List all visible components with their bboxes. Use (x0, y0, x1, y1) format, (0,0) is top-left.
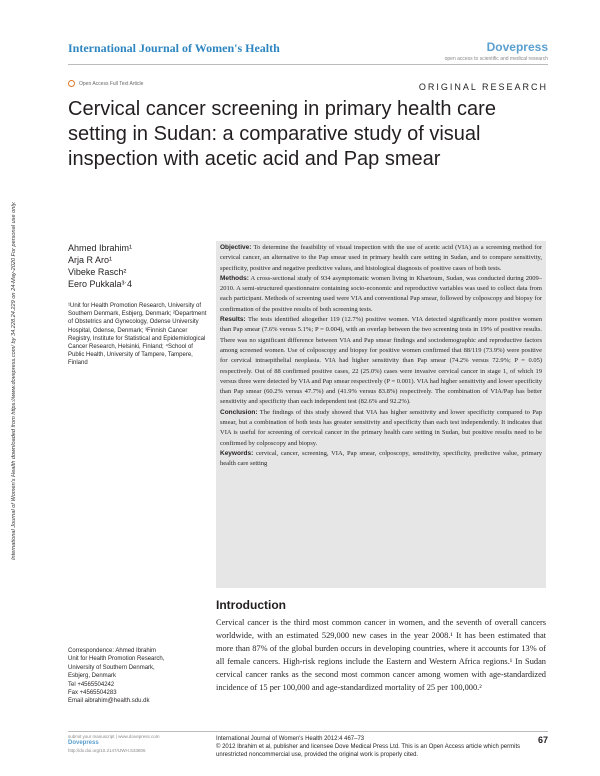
objective-text: To determine the feasibility of visual inspection with the use of acetic acid (VIA) as a screening method for cervical cancer, an alternative to the Pap smear used in primary health care setting in Sudan, and to compare sensitivity, specificity, positive and negative predictive values, and histological diagnosis of positive cases of both tests. (220, 244, 542, 272)
correspondence-line: Unit for Health Promotion Research, (68, 656, 165, 663)
author-name: Vibeke Rasch² (68, 267, 127, 277)
introduction-heading: Introduction (216, 598, 286, 612)
objective-label: Objective: (220, 244, 252, 251)
correspondence (68, 647, 210, 706)
doi-link[interactable]: http://dx.doi.org/10.2147/IJWH.S33806 (68, 748, 146, 753)
abstract-keywords (220, 449, 542, 470)
license-text: © 2012 Ibrahim et al, publisher and licensee Dove Medical Press Ltd. This is an Open Access article which permits unrestricted noncommercial use, provided the original work is properly cited. (216, 744, 521, 758)
footer-divider (68, 731, 548, 732)
abstract-box (216, 241, 546, 588)
author-name: Arja R Aro¹ (68, 255, 113, 265)
methods-label: Methods: (220, 274, 249, 282)
page-number: 67 (537, 735, 548, 745)
author-list (68, 242, 132, 290)
side-note-text: International Journal of Women's Health downloaded from https://www.dovepress.com/ by 34.228.24.229 on 24-May-2020 For personal use only. (11, 201, 17, 560)
conclusion-label: Conclusion: (220, 408, 258, 416)
results-text: The tests identified altogether 119 (12.7%) positive women. VIA detected significantly more positive women than Pap smear (7.6% versus 5.1%; P = 0.004), with an overlap between the two screening tests in 19% of positive results. There was no significant difference between VIA and Pap smear findings and sociodemographic and reproductive factors among screened women. Use of colposcopy and biopsy for positive women confirmed that 88/119 (73.9%) were positive for cervical intraepithelial neoplasia. VIA had higher sensitivity than Pap smear (74.2% versus 72.9%; P = 0.05) respectively. Out of 88 confirmed positive cases, 22 (25.0%) cases were invasive cervical cancer in stage 1, of which 19 versus three were detected by VIA and Pap smear respectively (P = 0.001). VIA had higher sensitivity and lower specificity than Pap smear (60.2% versus 47.7%) and (41.9% versus 83.8%) respectively. The combination of VIA/Pap has better sensitivity and specificity than each independent test (82.6% and 92.2%). (220, 316, 542, 406)
submit-link[interactable]: submit your manuscript | www.dovepress.com (68, 734, 160, 739)
footer-left (68, 733, 208, 754)
open-access-badge (68, 80, 143, 87)
article-title: Cervical cancer screening in primary health care setting in Sudan: a comparative study of visual inspection with acetic acid and Pap smear (68, 98, 496, 170)
citation: International Journal of Women's Health 2012:4 467–73 (216, 736, 365, 742)
journal-title: International Journal of Women's Health (68, 41, 280, 55)
download-side-note (2, 130, 32, 560)
footer-dovepress-logo: Dovepress (68, 740, 99, 746)
correspondence-line: University of Southern Denmark, (68, 664, 155, 671)
author-name: Ahmed Ibrahim¹ (68, 243, 133, 253)
results-label: Results: (220, 316, 246, 324)
publisher-logo[interactable]: Dovepress (486, 40, 548, 54)
abstract-objective (220, 243, 542, 274)
abstract-conclusion (220, 408, 542, 449)
correspondence-email[interactable]: Email aibrahim@health.sdu.dk (68, 698, 150, 705)
open-access-label: Open Access Full Text Article (79, 80, 144, 87)
footer-right (216, 735, 546, 759)
article-type: ORIGINAL RESEARCH (418, 82, 548, 92)
correspondence-line: Fax +4565504283 (68, 690, 117, 697)
conclusion-text: The findings of this study showed that VIA has higher sensitivity and lower specificity compared to Pap smear, but a combination of both tests has greater sensitivity and specificity than each test independently. It indicates that VIA is useful for screening of cervical cancer in the primary health care setting in Sudan, but positive results need to be confirmed by colposcopy and biopsy. (220, 408, 542, 447)
keywords-label: Keywords: (220, 449, 254, 457)
publisher-tagline: open access to scientific and medical research (444, 56, 548, 62)
author-name: Eero Pukkala³ˑ4 (68, 279, 133, 289)
affiliations: ¹Unit for Health Promotion Research, University of Southern Denmark, Esbjerg, Denmark; ²Department of Obstetrics and Gynecology, Odense University Hospital, Odense, Denmark; ³Finnish Cancer Registry, Institute for Statistical and Epidemiological Cancer Research, Helsinki, Finland; ⁴School of Public Health, University of Tampere, Tampere, Finland (68, 303, 207, 367)
abstract-methods (220, 274, 542, 315)
open-access-icon (68, 80, 75, 87)
correspondence-line: Tel +4565504242 (68, 681, 115, 688)
correspondence-line: Esbjerg, Denmark (68, 673, 117, 680)
keywords-text: cervical, cancer, screening, VIA, Pap smear, colposcopy, sensitivity, specificity, predictive value, primary health care setting (220, 449, 543, 468)
correspondence-label: Correspondence: Ahmed Ibrahim (68, 648, 157, 654)
abstract-results (220, 315, 542, 408)
methods-text: A cross-sectional study of 934 asymptomatic women living in Khartoum, Sudan, was conducted during 2009–2010. A semi-structured questionnaire containing socio-economic and reproductive variables was used to collect data from each participant. Methods of screening used were VIA and conventional Pap smear, followed by colposcopy and biopsy for confirmation of the positive results of both screening tests. (220, 274, 542, 313)
introduction-text: Cervical cancer is the third most common cancer in women, and the seventh of overall cancers worldwide, with an estimated 529,000 new cases in the year 2008.¹ It has been estimated that more than 87% of the global burden occurs in developing countries, where it accounts for 13% of all female cancers. High-risk regions include the Eastern and Western Africa regions.¹ In Sudan cervical cancer ranks as the second most common cancer among women with age-standardized incidence of 15 per 100,000 and age-standardized mortality of 25 per 100,000.² (216, 618, 546, 692)
header-divider (68, 64, 548, 65)
